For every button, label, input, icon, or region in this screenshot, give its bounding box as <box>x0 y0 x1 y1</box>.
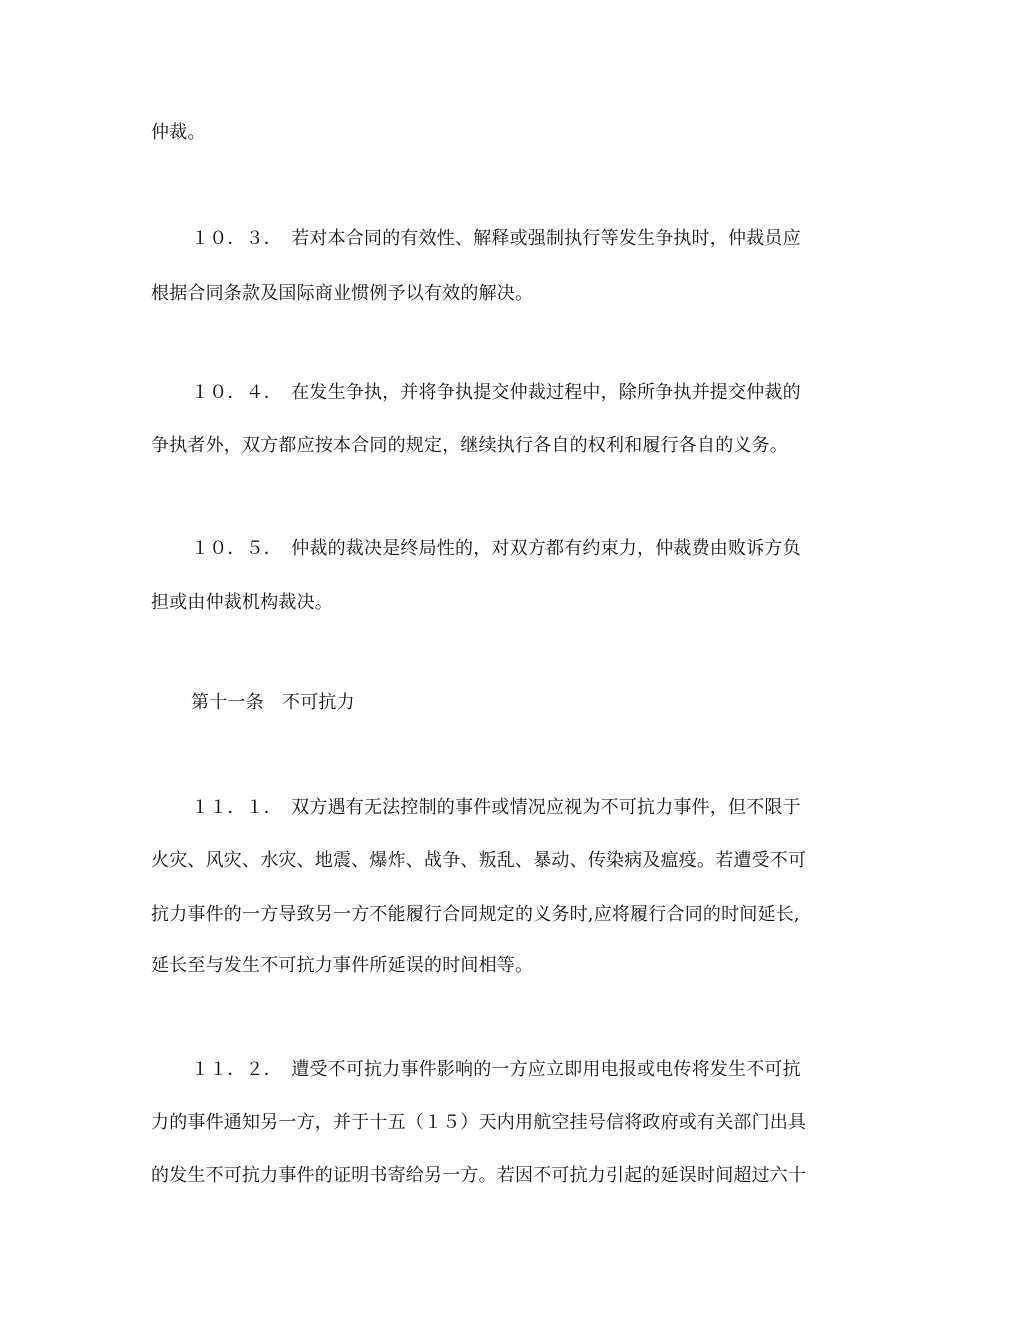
clause-11-2-line-3: 的发生不可抗力事件的证明书寄给另一方。若因不可抗力引起的延误时间超过六十 <box>151 1165 807 1186</box>
clause-11-1-line-2: 火灾、风灾、水灾、地震、爆炸、战争、叛乱、暴动、传染病及瘟疫。若遭受不可 <box>151 850 807 871</box>
clause-11-1-line-3: 抗力事件的一方导致另一方不能履行合同规定的义务时,应将履行合同的时间延长, <box>151 904 800 925</box>
clause-10-5-line-2: 担或由仲裁机构裁决。 <box>151 592 333 613</box>
clause-10-4-line-1: １０．４． 在发生争执，并将争执提交仲裁过程中，除所争执并提交仲裁的 <box>191 382 801 403</box>
clause-10-5-line-1: １０．５． 仲裁的裁决是终局性的，对双方都有约束力，仲裁费由败诉方负 <box>191 538 801 559</box>
clause-11-2-line-2: 力的事件通知另一方，并于十五（１５）天内用航空挂号信将政府或有关部门出具 <box>151 1112 807 1133</box>
clause-11-1-line-1: １１．１． 双方遇有无法控制的事件或情况应视为不可抗力事件，但不限于 <box>191 797 801 818</box>
clause-10-3-line-1: １０．３． 若对本合同的有效性、解释或强制执行等发生争执时，仲裁员应 <box>191 228 801 249</box>
text-line: 仲裁。 <box>151 122 206 143</box>
clause-10-4-line-2: 争执者外，双方都应按本合同的规定，继续执行各自的权利和履行各自的义务。 <box>151 435 788 456</box>
clause-11-1-line-4: 延长至与发生不可抗力事件所延误的时间相等。 <box>151 955 534 976</box>
clause-11-2-line-1: １１．２． 遭受不可抗力事件影响的一方应立即用电报或电传将发生不可抗 <box>191 1059 801 1080</box>
article-11-heading: 第十一条 不可抗力 <box>191 692 355 713</box>
clause-10-3-line-2: 根据合同条款及国际商业惯例予以有效的解决。 <box>151 283 534 304</box>
